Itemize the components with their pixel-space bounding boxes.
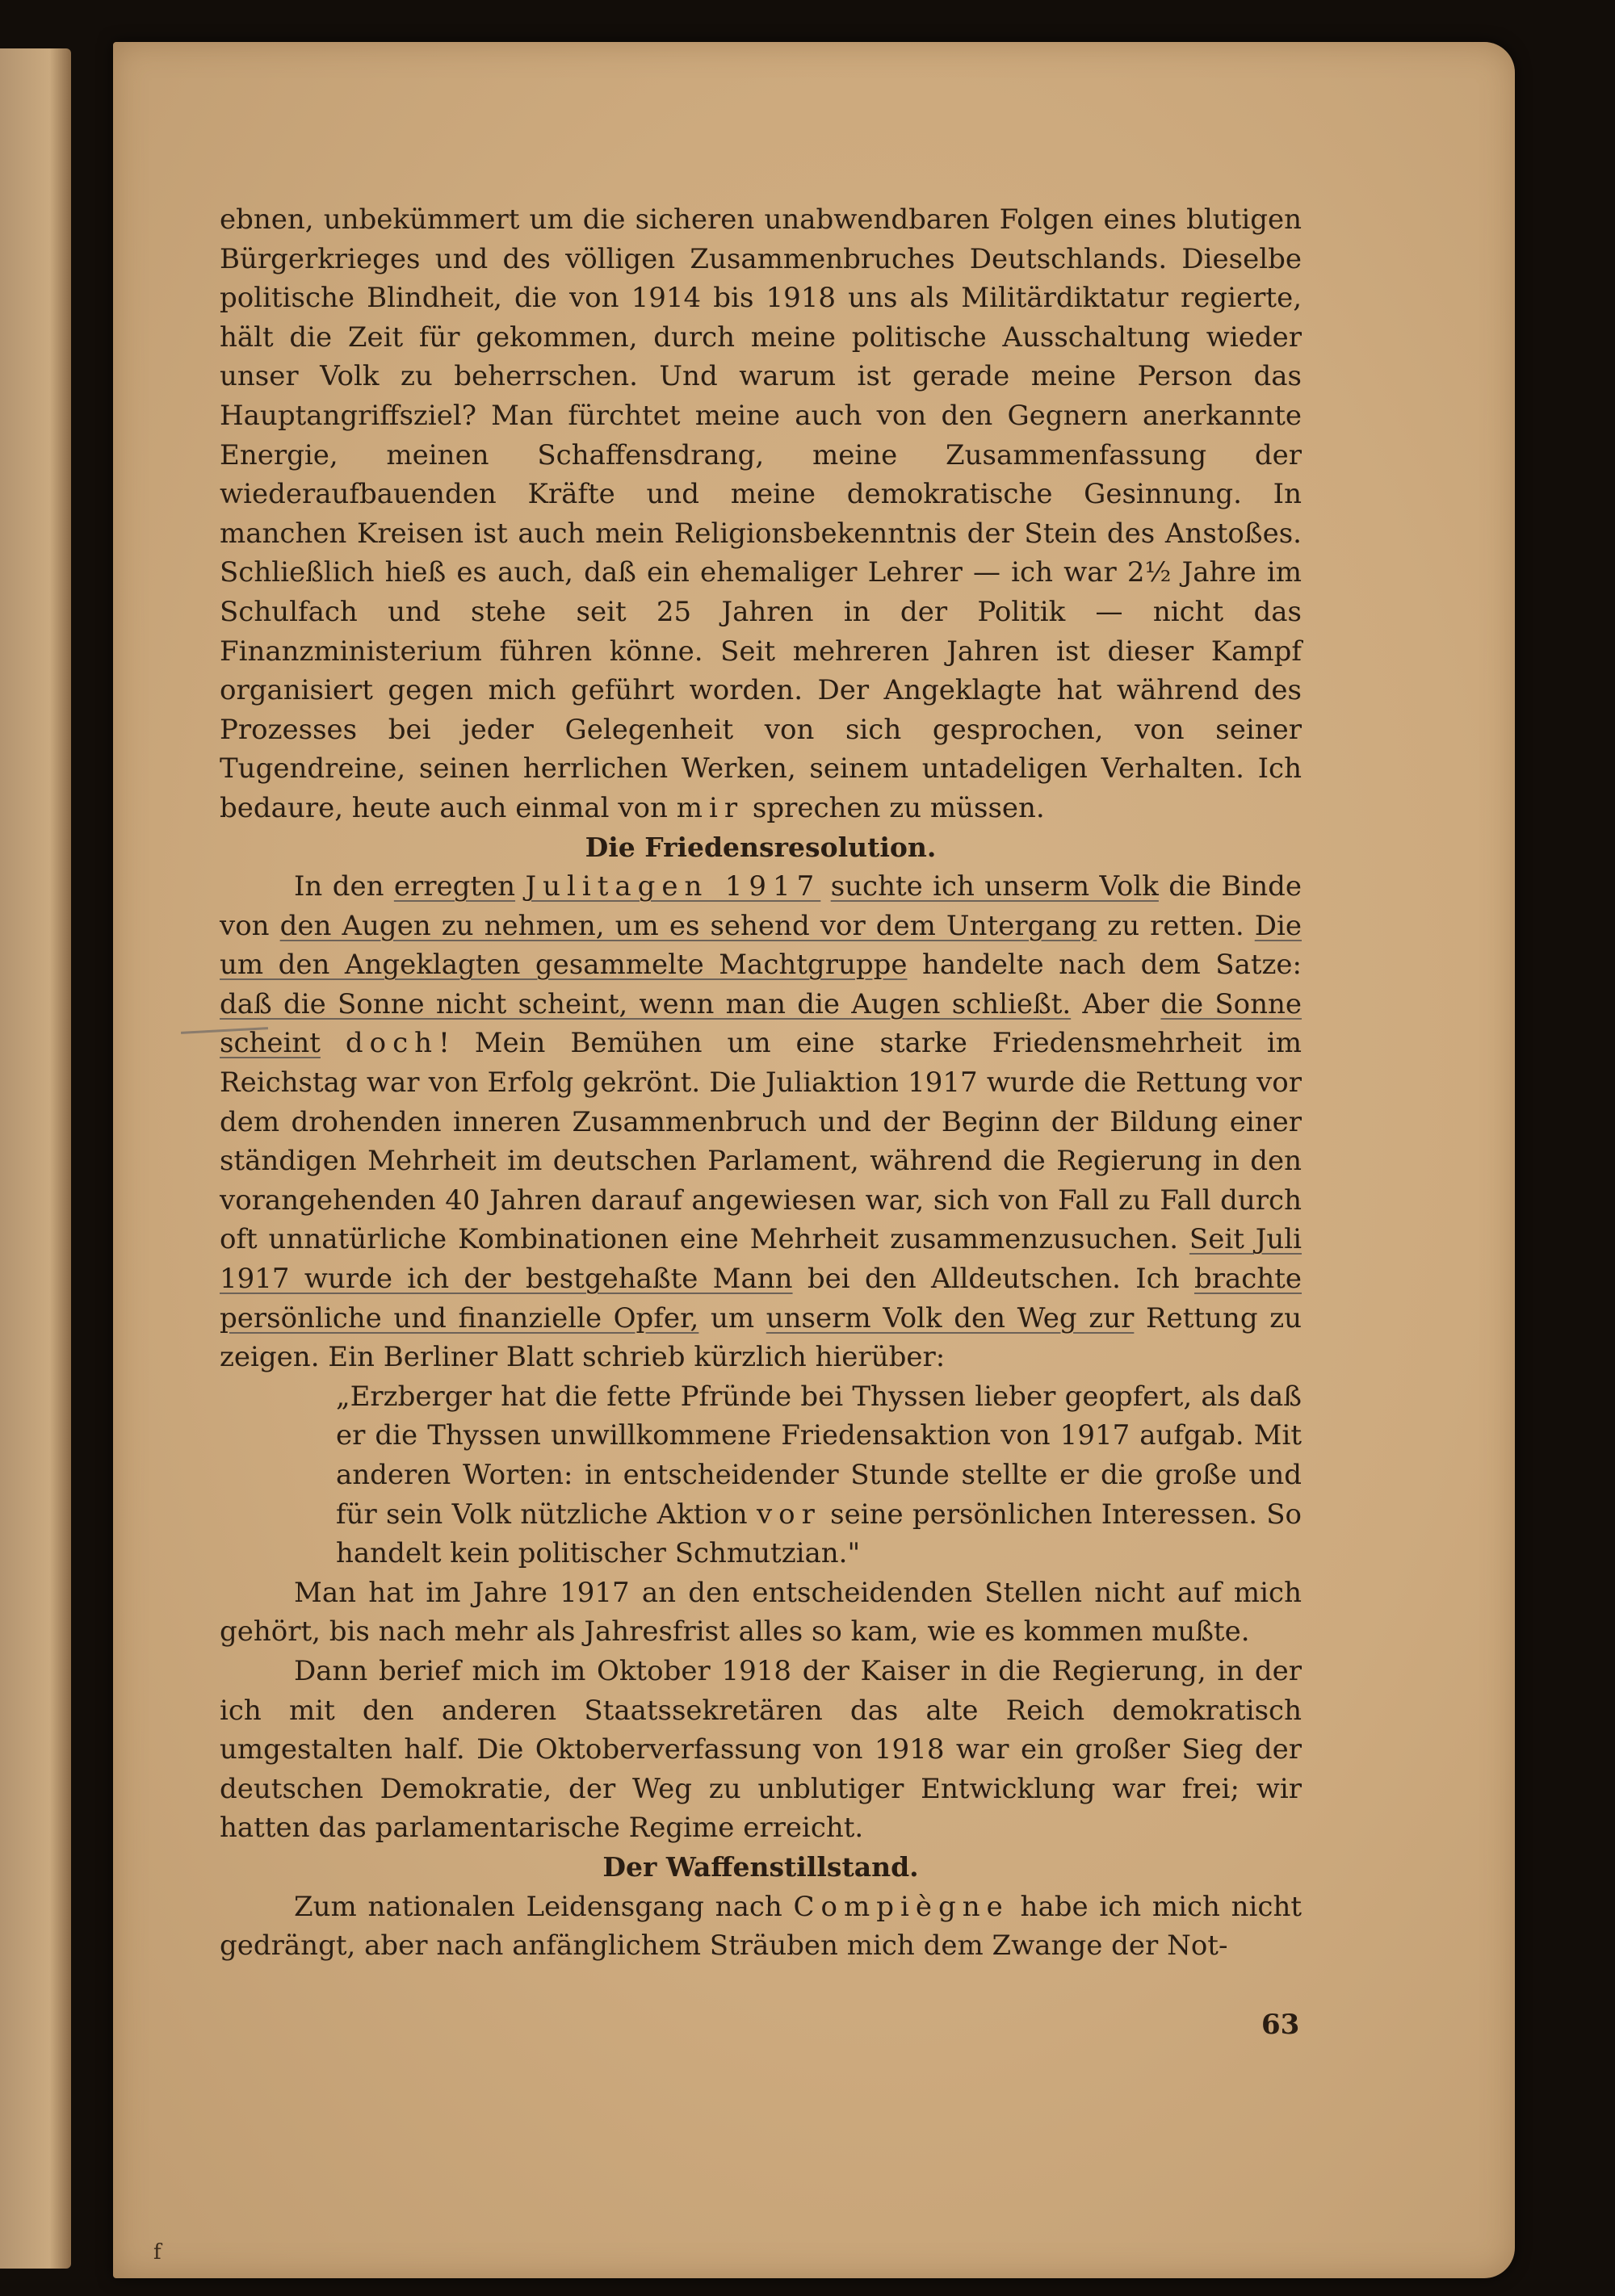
underline-3: den Augen zu nehmen, um es sehend vor dem Untergang xyxy=(279,909,1097,942)
underline-2: suchte ich unserm Volk xyxy=(830,870,1159,903)
emphasis-compiegne: Compiègne xyxy=(793,1890,1009,1923)
emphasis-julitagen: Julitagen 1917 xyxy=(525,870,821,903)
underline-8: brachte persönliche und finanzielle Opfer, xyxy=(220,1263,1302,1334)
underline-1: erregten xyxy=(393,870,516,903)
paragraph-3: Man hat im Jahre 1917 an den entscheidenden Stellen nicht auf mich gehört, bis nach mehr als Jahresfrist alles so kam, wie es kommen mußte. xyxy=(220,1576,1302,1649)
paragraph-1: ebnen, unbekümmert um die sicheren unabwendbaren Folgen eines blutigen Bürgerkrieges und des völligen Zusammenbruches Deutschlands. Dieselbe politische Blindheit, die von 1914 bis 1918 uns als Militärdiktatur regierte, hält die Zeit für gekommen, durch meine politische Ausschaltung wieder unser Volk zu beherrschen. Und warum ist gerade meine Person das Hauptangriffsziel? Man fürchtet meine auch von den Gegnern anerkannte Energie, meinen Schaffensdrang, meine Zusammenfassung der wiederaufbauenden Kräfte und meine demokratische Gesinnung. In manchen Kreisen ist auch mein Religionsbekenntnis der Stein des Anstoßes. Schließlich hieß es auch, daß ein ehemaliger Lehrer — ich war 2½ Jahre im Schulfach und stehe seit 25 Jahren in der Politik — nicht das Finanzministerium führen könne. Seit mehreren Jahren ist dieser Kampf organisiert gegen mich geführt worden. Der Angeklagte hat während des Prozesses bei jeder Gelegenheit von sich gesprochen, von seiner Tugendreine, seinen herrlichen Werken, seinem untadeligen Verhalten. Ich bedaure, heute auch einmal von mir sprechen zu müssen. xyxy=(220,203,1302,824)
margin-mark: f xyxy=(153,2240,162,2265)
paragraph-4: Dann berief mich im Oktober 1918 der Kaiser in die Regierung, in der ich mit den anderen Staatssekretären das alte Reich demokratisch umgestalten half. Die Oktoberverfassung von 1918 war ein großer Sieg der deutschen Demokratie, der Weg zu unblutiger Entwicklung war frei; wir hatten das parlamentarische Regime erreicht. xyxy=(220,1654,1302,1845)
paragraph-5: Zum nationalen Leidensgang nach Compiègne habe ich mich nicht gedrängt, aber nach anfänglichem Sträuben mich dem Zwange der Not- xyxy=(220,1890,1302,1963)
page-text xyxy=(220,200,1302,1966)
heading-friedensresolution: Die Friedensresolution. xyxy=(585,831,937,863)
quotation: „Erzberger hat die fette Pfründe bei Thyssen lieber geopfert, als daß er die Thyssen unwillkommene Friedensaktion von 1917 aufgab. Mit anderen Worten: in entscheidender Stunde stellte er die große und für sein Volk nützliche Aktion vor seine persönlichen Interessen. So handelt kein politischer Schmutzian." xyxy=(336,1380,1302,1570)
emphasis-doch: doch xyxy=(345,1027,439,1060)
previous-page-edge xyxy=(0,48,71,2269)
underline-4: Die um den Angeklagten gesammelte Machtgruppe xyxy=(220,909,1302,982)
underline-7: Seit Juli 1917 wurde ich der bestgehaßte Mann xyxy=(220,1223,1302,1296)
heading-waffenstillstand: Der Waffenstillstand. xyxy=(602,1850,919,1883)
page-number: 63 xyxy=(1261,2009,1300,2041)
emphasis-mir: mir xyxy=(676,791,745,824)
underline-5: daß die Sonne nicht scheint, wenn man die Augen schließt. xyxy=(220,987,1072,1020)
emphasis-vor: vor xyxy=(756,1498,821,1531)
underline-9: unserm Volk den Weg zur xyxy=(766,1301,1135,1334)
paragraph-2: In den erregten Julitagen 1917 suchte ich unserm Volk die Binde von den Augen zu nehmen, um es sehend vor dem Untergang zu retten. Die um den Angeklagten gesammelte Machtgruppe handelte nach dem Satze: daß die Sonne nicht scheint, wenn man die Augen schließt. Aber die Sonne scheint doch! Mein Bemühen um eine starke Friedensmehrheit im Reichstag war von Erfolg gekrönt. Die Juliaktion 1917 wurde die Rettung vor dem drohenden inneren Zusammenbruch und der Beginn der Bildung einer ständigen Mehrheit im deutschen Parlament, während die Regierung in den vorangehenden 40 Jahren darauf angewiesen war, sich von Fall zu Fall durch oft unnatürliche Kombinationen eine Mehrheit zusammenzusuchen. Seit Juli 1917 wurde ich der bestgehaßte Mann bei den Alldeutschen. Ich brachte persönliche und finanzielle Opfer, um unserm Volk den Weg zur Rettung zu zeigen. Ein Berliner Blatt schrieb kürzlich hierüber: xyxy=(220,870,1302,1374)
underline-6: die Sonne scheint xyxy=(220,987,1302,1060)
